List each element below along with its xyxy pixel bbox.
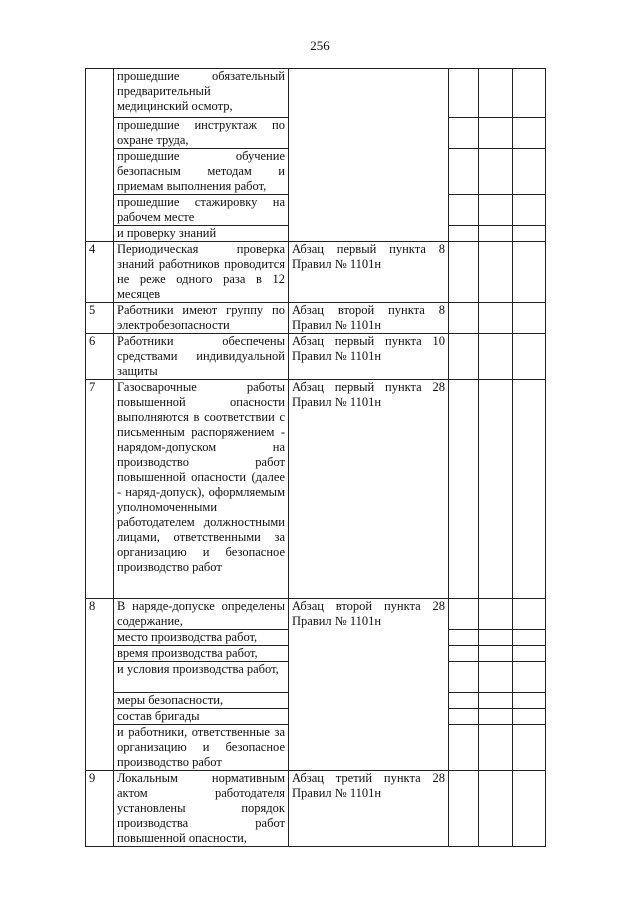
legal-reference: Абзац второй пункта 28 Правил № 1101н xyxy=(289,599,449,771)
answer-yes-cell xyxy=(449,303,479,334)
requirement-text: и работники, ответственные за организацию и безопасное производство работ xyxy=(114,725,289,771)
requirement-text: Локальным нормативным актом работодателя установлены порядок производства работ повышенной опасности, xyxy=(114,771,289,847)
requirement-text: Работники имеют группу по электробезопасности xyxy=(114,303,289,334)
legal-reference xyxy=(289,69,449,242)
answer-yes-cell xyxy=(449,662,479,693)
answer-no-cell xyxy=(479,380,513,599)
answer-na-cell xyxy=(513,725,546,771)
answer-no-cell xyxy=(479,303,513,334)
row-number: 6 xyxy=(86,334,114,380)
requirement-text: В наряде-допуске определены содержание, xyxy=(114,599,289,630)
requirement-text: время производства работ, xyxy=(114,646,289,662)
requirement-text: Периодическая проверка знаний работников проводится не реже одного раза в 12 месяцев xyxy=(114,242,289,303)
answer-yes-cell xyxy=(449,334,479,380)
table-row xyxy=(86,380,546,599)
table-row xyxy=(86,303,546,334)
answer-no-cell xyxy=(479,242,513,303)
legal-reference: Абзац первый пункта 28 Правил № 1101н xyxy=(289,380,449,599)
answer-yes-cell xyxy=(449,709,479,725)
row-number: 4 xyxy=(86,242,114,303)
answer-na-cell xyxy=(513,334,546,380)
answer-no-cell xyxy=(479,118,513,149)
answer-na-cell xyxy=(513,693,546,709)
answer-yes-cell xyxy=(449,195,479,226)
answer-na-cell xyxy=(513,380,546,599)
table-row xyxy=(86,599,546,630)
answer-na-cell xyxy=(513,709,546,725)
answer-yes-cell xyxy=(449,242,479,303)
answer-yes-cell xyxy=(449,118,479,149)
answer-na-cell xyxy=(513,303,546,334)
requirement-text: меры безопасности, xyxy=(114,693,289,709)
legal-reference: Абзац третий пункта 28 Правил № 1101н xyxy=(289,771,449,847)
checklist-table xyxy=(85,68,546,847)
answer-no-cell xyxy=(479,149,513,195)
page-number: 256 xyxy=(310,38,330,53)
requirement-text: прошедшие обязательный предварительный медицинский осмотр, xyxy=(114,69,289,118)
answer-yes-cell xyxy=(449,771,479,847)
answer-yes-cell xyxy=(449,149,479,195)
answer-na-cell xyxy=(513,195,546,226)
answer-yes-cell xyxy=(449,646,479,662)
answer-yes-cell xyxy=(449,69,479,118)
row-number: 8 xyxy=(86,599,114,771)
answer-no-cell xyxy=(479,69,513,118)
answer-no-cell xyxy=(479,771,513,847)
answer-yes-cell xyxy=(449,725,479,771)
requirement-text: место производства работ, xyxy=(114,630,289,646)
requirement-text: и проверку знаний xyxy=(114,226,289,242)
answer-yes-cell xyxy=(449,226,479,242)
table-row xyxy=(86,69,546,118)
answer-na-cell xyxy=(513,118,546,149)
answer-no-cell xyxy=(479,725,513,771)
legal-reference: Абзац первый пункта 10 Правил № 1101н xyxy=(289,334,449,380)
answer-na-cell xyxy=(513,242,546,303)
row-number: 7 xyxy=(86,380,114,599)
answer-na-cell xyxy=(513,771,546,847)
requirement-text: прошедшие стажировку на рабочем месте xyxy=(114,195,289,226)
answer-no-cell xyxy=(479,662,513,693)
answer-no-cell xyxy=(479,630,513,646)
requirement-text: состав бригады xyxy=(114,709,289,725)
answer-no-cell xyxy=(479,226,513,242)
answer-no-cell xyxy=(479,195,513,226)
table-row xyxy=(86,771,546,847)
row-number: 9 xyxy=(86,771,114,847)
answer-no-cell xyxy=(479,599,513,630)
legal-reference: Абзац первый пункта 8 Правил № 1101н xyxy=(289,242,449,303)
answer-na-cell xyxy=(513,226,546,242)
answer-na-cell xyxy=(513,149,546,195)
requirement-text: и условия производства работ, xyxy=(114,662,289,693)
answer-no-cell xyxy=(479,693,513,709)
row-number xyxy=(86,69,114,242)
answer-no-cell xyxy=(479,646,513,662)
legal-reference: Абзац второй пункта 8 Правил № 1101н xyxy=(289,303,449,334)
row-number: 5 xyxy=(86,303,114,334)
requirement-text: прошедшие обучение безопасным методам и приемам выполнения работ, xyxy=(114,149,289,195)
answer-na-cell xyxy=(513,630,546,646)
requirement-text: прошедшие инструктаж по охране труда, xyxy=(114,118,289,149)
answer-no-cell xyxy=(479,334,513,380)
table-row xyxy=(86,334,546,380)
table-row xyxy=(86,242,546,303)
answer-yes-cell xyxy=(449,693,479,709)
answer-na-cell xyxy=(513,646,546,662)
answer-yes-cell xyxy=(449,380,479,599)
answer-na-cell xyxy=(513,662,546,693)
answer-no-cell xyxy=(479,709,513,725)
answer-yes-cell xyxy=(449,630,479,646)
answer-yes-cell xyxy=(449,599,479,630)
requirement-text: Газосварочные работы повышенной опасности выполняются в соответствии с письменным распоряжением - нарядом-допуском на производство работ повышенной опасности (далее - наряд-допуск), оформляемым уполномоченными работодателем должностными лицами, ответственными за организацию и безопасное производство работ xyxy=(114,380,289,599)
answer-na-cell xyxy=(513,599,546,630)
requirement-text: Работники обеспечены средствами индивидуальной защиты xyxy=(114,334,289,380)
answer-na-cell xyxy=(513,69,546,118)
